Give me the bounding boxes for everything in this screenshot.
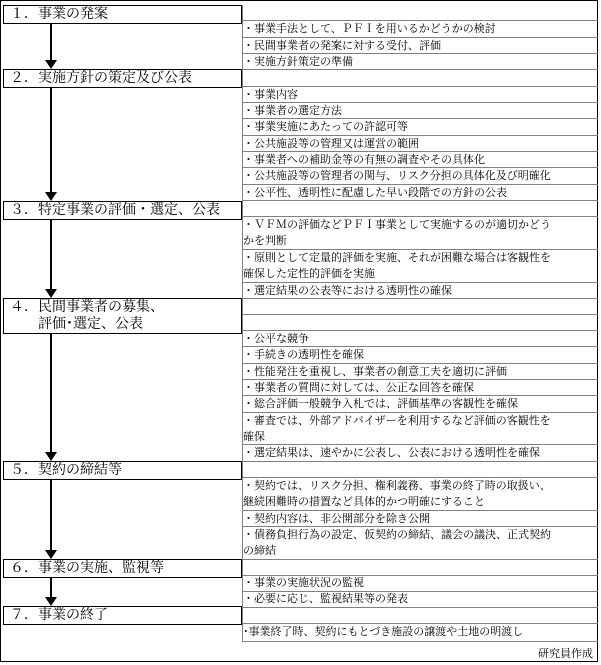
arrow-shaft (50, 578, 52, 597)
step-4-box: ４．民間事業者の募集、 評価･選定、公表 (3, 298, 242, 334)
list-item: ・契約では、リスク分担、権利義務、事業の終了時の取扱い、継続困難時の措置など具体的かつ明確にすること (243, 479, 551, 508)
step-1-box: １．事業の発案 (3, 5, 242, 24)
list-item: ・公共施設等の管理又は運営の範囲 (243, 137, 419, 150)
list-item: ・事業者の質問に対しては、公正な回答を確保 (243, 381, 474, 394)
list-item: ・事業内容 (243, 88, 298, 101)
list-item: ・総合評価一般競争入札では、評価基準の客観性を確保 (243, 397, 518, 410)
grid-line (242, 200, 598, 201)
list-item: ・事業の実施状況の監視 (243, 576, 364, 589)
list-item: ・手続きの透明性を確保 (243, 348, 364, 361)
list-item: ・公平な競争 (243, 332, 309, 345)
grid-line (242, 641, 598, 642)
arrow-head (45, 597, 57, 606)
arrow-head (45, 60, 57, 69)
footer-note: 研究員作成 (538, 647, 593, 660)
list-item: ・事業実施にあたっての許認可等 (243, 120, 408, 133)
arrow-shaft (50, 88, 52, 192)
arrow-head (45, 289, 57, 298)
list-item: ・性能発注を重視し、事業者の創意工夫を適切に評価 (243, 365, 507, 378)
arrow-shaft (50, 24, 52, 60)
step-2-box: ２．実施方針の策定及び公表 (3, 69, 242, 88)
list-item: ・ＶＦＭの評価などＰＦＩ事業として実施するのが適切かどうかを判断 (243, 218, 551, 247)
grid-line (242, 314, 598, 315)
list-item: ・債務負担行為の設定、仮契約の締結、議会の議決、正式契約の締結 (243, 528, 551, 557)
grid-line (242, 298, 598, 299)
arrow-shaft (50, 480, 52, 550)
step-6-box: ６．事業の実施、監視等 (3, 559, 242, 578)
step-7-box: ７．事業の終了 (3, 606, 242, 625)
list-item: ・事業者の選定方法 (243, 104, 342, 117)
arrow-head (45, 192, 57, 201)
arrow-head (45, 452, 57, 461)
grid-line (242, 607, 598, 608)
list-item: ・選定結果は、速やかに公表し、公表における透明性を確保 (243, 446, 540, 459)
grid-line (242, 559, 598, 560)
list-item: ・契約内容は、非公開部分を除き公開 (243, 512, 430, 525)
list-item: ・公平性、透明性に配慮した早い段階での方針の公表 (243, 186, 507, 199)
step-3-box: ３．特定事業の評価・選定、公表 (3, 201, 242, 220)
arrow-shaft (50, 334, 52, 452)
list-item: ･事業終了時、契約にもとづき施設の譲渡や土地の明渡し (243, 625, 524, 638)
arrow-head (45, 550, 57, 559)
list-item: ・民間事業者の発案に対する受付、評価 (243, 39, 441, 52)
list-item: ・原則として定量的評価を実施、それが困難な場合は客観性を確保した定性的評価を実施 (243, 251, 551, 280)
list-item: ・事業手法として、ＰＦＩを用いるかどうかの検討 (243, 22, 496, 35)
list-item: ・事業者への補助金等の有無の調査やその具体化 (243, 153, 485, 166)
step-5-box: ５．契約の締結等 (3, 461, 242, 480)
list-item: ・実施方針策定の準備 (243, 55, 353, 68)
arrow-shaft (50, 220, 52, 289)
list-item: ・公共施設等の管理者の関与、リスク分担の具体化及び明確化 (243, 169, 551, 182)
grid-line (242, 461, 598, 462)
list-item: ・審査では、外部アドバイザーを利用するなど評価の客観性を確保 (243, 414, 551, 443)
list-item: ・選定結果の公表等における透明性の確保 (243, 284, 452, 297)
grid-line (242, 69, 598, 70)
list-item: ・必要に応じ、監視結果等の発表 (243, 592, 408, 605)
